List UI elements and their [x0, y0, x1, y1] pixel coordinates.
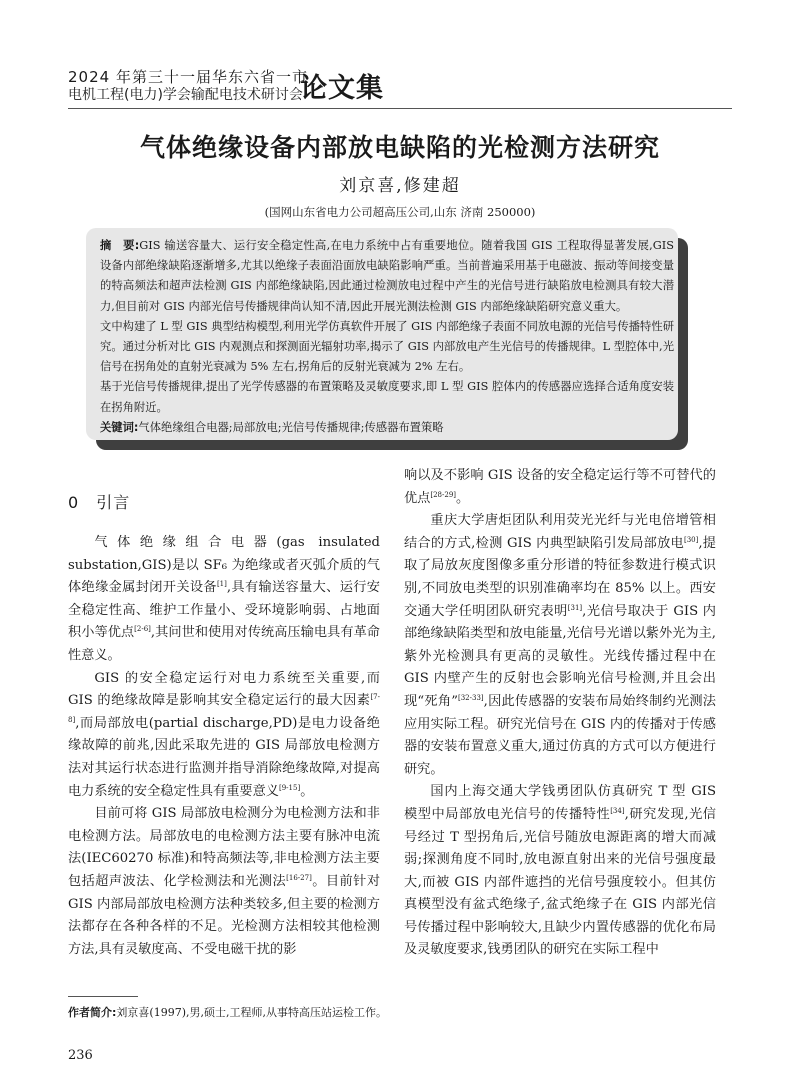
footnote-text: 刘京喜(1997),男,硕士,工程师,从事特高压站运检工作。	[116, 1006, 387, 1019]
body-paragraph: 气体绝缘组合电器(gas insulated substation,GIS)是以 SF₆ 为绝缘或者灭弧介质的气体绝缘金属封闭开关设备[1],具有输送容量大、运行安全稳定性高、维护工作量小、受环境影响弱、占地面积小等优点[2-6],其问世和使用对传统高压输电具有革命性意义。	[68, 535, 380, 663]
proceedings-header-title: 论文集	[300, 73, 384, 104]
paper-title: 气体绝缘设备内部放电缺陷的光检测方法研究	[139, 133, 660, 162]
abstract-text-1: GIS 输送容量大、运行安全稳定性高,在电力系统中占有重要地位。随着我国 GIS 工程取得显著发展,GIS 设备内部绝缘缺陷逐渐增多,尤其以绝缘子表面沿面放电缺陷影响严重。当前普遍采用基于电磁波、振动等间接变量的特高频法和超声法检测 GIS 内部绝缘缺陷,因此通过检测放电过程中产生的光信号进行缺陷放电检测具有较大潜力,但目前对 GIS 内部光信号传播规律尚认知不清,因此开展光测法检测 GIS 内部绝缘缺陷研究意义重大。	[100, 239, 674, 313]
abstract-label: 摘 要:	[100, 239, 140, 252]
section-heading	[68, 490, 130, 513]
section-number: 0	[68, 493, 80, 512]
footnote-rule	[68, 996, 138, 997]
abstract-paragraph-1	[100, 236, 674, 317]
abstract-paragraph-2: 文中构建了 L 型 GIS 典型结构模型,利用光学仿真软件开展了 GIS 内部绝缘子表面不同放电源的光信号传播特性研究。通过分析对比 GIS 内观测点和探测面光辐射功率,揭示了 GIS 内部放电产生光信号的传播规律。L 型腔体中,光信号在拐角处的直射光衰减为 5% 左右,拐角后的反射光衰减为 2% 左右。	[100, 319, 674, 374]
body-paragraph: 重庆大学唐炬团队利用荧光光纤与光电倍增管相结合的方式,检测 GIS 内典型缺陷引发局部放电[30],提取了局放灰度图像多重分形谱的特征参数进行模式识别,不同放电类型的识别准确率均在 85% 以上。西安交通大学任明团队研究表明[31],光信号取决于 GIS 内部绝缘缺陷类型和放电能量,光信号光谱以紫外光为主,紫外光检测具有更高的灵敏性。光线传播过程中在 GIS 内壁产生的反射也会影响光信号检测,并且会出现“死角”[32-33],因此传感器的安装布局始终制约光测法应用实际工程。研究光信号在 GIS 内的传播对于传感器的安装布置意义重大,通过仿真的方式可以方便进行研究。	[404, 513, 716, 777]
footnote-label: 作者简介:	[68, 1006, 117, 1019]
keywords	[100, 418, 674, 438]
body-right-column	[404, 465, 716, 962]
keywords-text: 气体绝缘组合电器;局部放电;光信号传播规律;传感器布置策略	[138, 420, 444, 434]
body-paragraph: 国内上海交通大学钱勇团队仿真研究 T 型 GIS 模型中局部放电光信号的传播特性[34],研究发现,光信号经过 T 型拐角后,光信号随放电源距离的增大而减弱;探测角度不同时,放电源直射出来的光信号强度最大,而被 GIS 内部件遮挡的光信号强度较小。但其仿真模型没有盆式绝缘子,盆式绝缘子在 GIS 内部光信号传播过程中影响较大,且缺少内置传感器的优化布局及灵敏度要求,钱勇团队的研究在实际工程中	[404, 784, 716, 958]
section-title: 引言	[96, 493, 131, 512]
abstract-paragraph-3: 基于光信号传播规律,提出了光学传感器的布置策略及灵敏度要求,即 L 型 GIS 腔体内的传感器应选择合适角度安装在拐角附近。	[100, 380, 674, 414]
proceedings-header-line1: 2024 年第三十一届华东六省一市	[68, 68, 308, 86]
body-paragraph: 响以及不影响 GIS 设备的安全稳定运行等不可替代的优点[28-29]。	[404, 468, 716, 506]
keywords-label: 关键词:	[100, 420, 139, 434]
paper-authors: 刘京喜,修建超	[339, 176, 461, 196]
body-paragraph: GIS 的安全稳定运行对电力系统至关重要,而 GIS 的绝缘故障是影响其安全稳定运行的最大因素[7-8],而局部放电(partial discharge,PD)是电力设备绝缘故障的前兆,因此采取先进的 GIS 局部放电检测方法对其运行状态进行监测并指导消除绝缘故障,对提高电力系统的安全稳定性具有重要意义[9-15]。	[68, 670, 380, 799]
proceedings-header-line2: 电机工程(电力)学会输配电技术研讨会	[68, 87, 303, 103]
body-left-column	[68, 532, 380, 961]
paper-affiliation: (国网山东省电力公司超高压公司,山东 济南 250000)	[264, 205, 536, 219]
author-footnote	[68, 1004, 387, 1020]
abstract	[100, 236, 674, 438]
page-number: 236	[68, 1048, 93, 1063]
header-rule	[68, 108, 732, 109]
body-paragraph: 目前可将 GIS 局部放电检测分为电检测方法和非电检测方法。局部放电的电检测方法主要有脉冲电流法(IEC60270 标准)和特高频法等,非电检测方法主要包括超声波法、化学检测法和光测法[16-27]。目前针对 GIS 内部局部放电检测方法种类较多,但主要的检测方法都存在各种各样的不足。光检测方法相较其他检测方法,具有灵敏度高、不受电磁干扰的影	[68, 806, 381, 957]
